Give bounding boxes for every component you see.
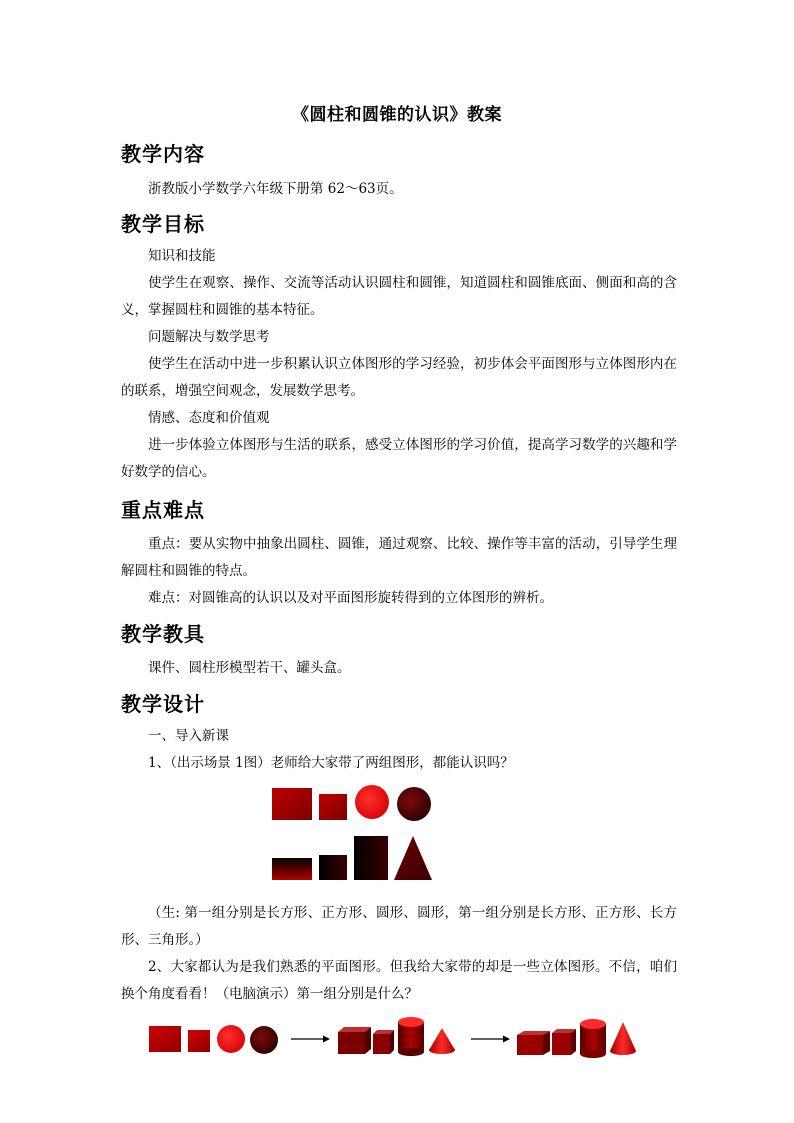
content-text: 浙教版小学数学六年级下册第 62～63页。 bbox=[148, 181, 403, 197]
goals-para-attitude: 进一步体验立体图形与生活的联系，感受立体图形的学习价值，提高学习数学的兴趣和学好数学的信心。 bbox=[121, 437, 677, 480]
goals-sub-knowledge: 知识和技能 bbox=[148, 248, 216, 264]
design-question-1: 1、（出示场景 1图）老师给大家带了两组图形，都能认识吗？ bbox=[148, 755, 514, 771]
arrow-1-head bbox=[323, 1036, 330, 1043]
heading-goals: 教学目标 bbox=[121, 212, 205, 236]
shape-square-side bbox=[319, 855, 347, 880]
flat-circle bbox=[217, 1025, 245, 1053]
keypoints-para-difficulty: 难点：对圆锥高的认识以及对平面图形旋转得到的立体图形的辨析。 bbox=[148, 590, 553, 606]
tools-text: 课件、圆柱形模型若干、罐头盒。 bbox=[148, 660, 351, 676]
goals-para-knowledge: 使学生在观察、操作、交流等活动认识圆柱和圆锥，知道圆柱和圆锥底面、侧面和高的含义，掌握圆柱和圆锥的基本特征。 bbox=[121, 275, 677, 318]
shape-rectangle bbox=[272, 788, 312, 820]
shape-cylinder-side bbox=[354, 836, 388, 880]
solid-cone bbox=[610, 1022, 636, 1055]
heading-keypoints: 重点难点 bbox=[121, 498, 205, 522]
solid-cuboid bbox=[517, 1031, 550, 1055]
document-title: 《圆柱和圆锥的认识》教案 bbox=[292, 105, 502, 125]
solid-cuboid-tilted bbox=[338, 1027, 371, 1054]
shape-circle bbox=[355, 785, 389, 819]
flat-circle-dark bbox=[250, 1026, 278, 1054]
shape-rectangle-side bbox=[272, 858, 312, 880]
heading-tools: 教学教具 bbox=[121, 622, 205, 646]
solid-cylinder bbox=[580, 1019, 606, 1058]
shape-circle-dark bbox=[397, 787, 431, 821]
figure-shape-groups bbox=[260, 780, 450, 890]
design-question-2: 2、大家都认为是我们熟悉的平面图形。但我给大家带的却是一些立体图形。不信，咱们换个角度看看！（电脑演示）第一组分别是什么？ bbox=[121, 959, 677, 1002]
flat-rectangle bbox=[149, 1026, 181, 1052]
goals-para-thinking: 使学生在活动中进一步积累认识立体图形的学习经验，初步体会平面图形与立体图形内在的联系，增强空间观念，发展数学思考。 bbox=[121, 356, 677, 399]
solid-cone-tilted bbox=[429, 1028, 455, 1054]
figure-transformation bbox=[146, 1010, 646, 1062]
goals-sub-attitude: 情感、态度和价值观 bbox=[148, 410, 270, 426]
shape-square bbox=[319, 794, 347, 820]
keypoints-para-focus: 重点：要从实物中抽象出圆柱、圆锥，通过观察、比较、操作等丰富的活动，引导学生理解圆柱和圆锥的特点。 bbox=[121, 536, 677, 579]
shape-triangle bbox=[394, 836, 432, 880]
heading-content: 教学内容 bbox=[121, 142, 205, 166]
solid-cube-tilted bbox=[373, 1030, 394, 1054]
solid-cube bbox=[552, 1029, 576, 1055]
goals-sub-thinking: 问题解决与数学思考 bbox=[148, 329, 270, 345]
design-step-intro: 一、导入新课 bbox=[148, 728, 229, 744]
design-answer-1: （生: 第一组分别是长方形、正方形、圆形、圆形，第一组分别是长方形、正方形、长方形、三角形。） bbox=[121, 905, 677, 948]
heading-design: 教学设计 bbox=[121, 692, 205, 716]
arrow-2-head bbox=[503, 1036, 510, 1043]
flat-square bbox=[188, 1030, 210, 1052]
solid-cylinder-tilted bbox=[398, 1017, 424, 1056]
